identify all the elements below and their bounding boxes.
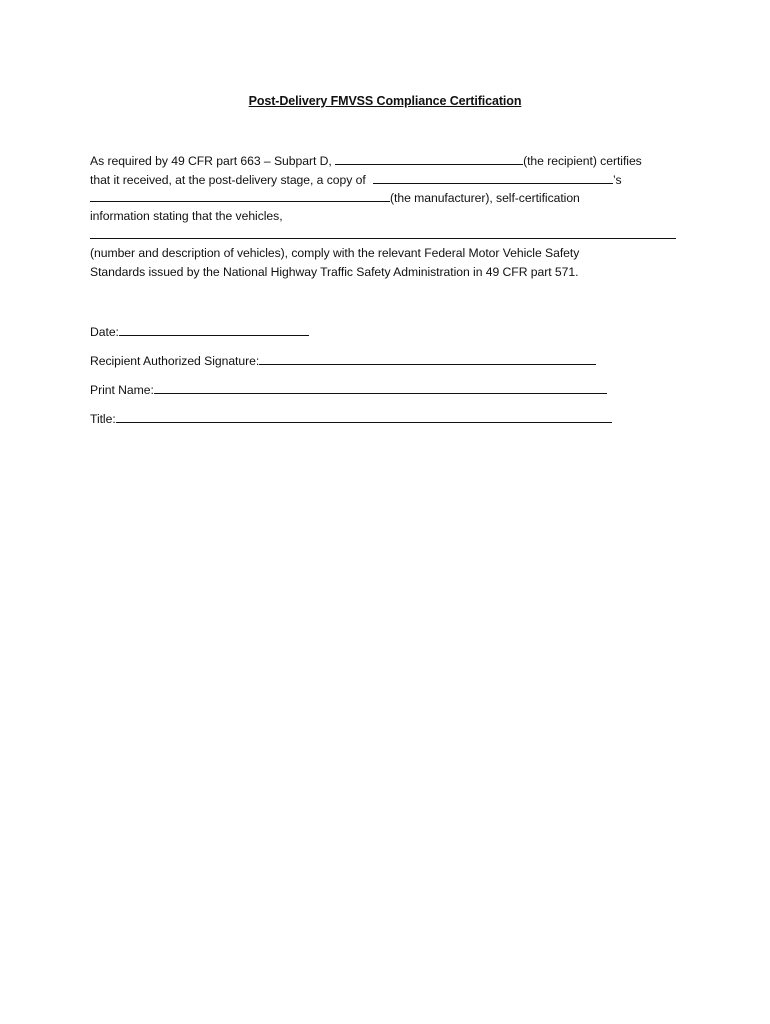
manufacturer-blank[interactable] [90,189,390,202]
print-name-field [90,381,607,398]
paragraph-line-7: Standards issued by the National Highway Traffic Safety Administration in 49 CFR part 571. [90,265,579,279]
line2-suffix: ’s [613,173,622,187]
vehicles-blank[interactable] [90,238,676,239]
signature-field [90,352,596,369]
date-blank[interactable] [119,323,309,336]
line2-prefix: that it received, at the post-delivery stage, a copy of [90,173,366,187]
line1-prefix: As required by 49 CFR part 663 – Subpart D, [90,154,332,168]
line1-suffix: (the recipient) certifies [523,154,642,168]
recipient-blank[interactable] [335,152,523,165]
paragraph-line-6: (number and description of vehicles), comply with the relevant Federal Motor Vehicle Safety [90,246,580,260]
title-label: Title: [90,412,116,426]
manufacturer-name-blank[interactable] [373,171,613,184]
document-title: Post-Delivery FMVSS Compliance Certification [248,94,522,108]
signature-label: Recipient Authorized Signature: [90,354,260,368]
signature-blank[interactable] [259,352,596,365]
print-name-blank[interactable] [154,381,607,394]
paragraph-line-4: information stating that the vehicles, [90,209,283,223]
date-field [90,323,309,340]
title-blank[interactable] [116,410,612,423]
title-field [90,410,612,427]
paragraph-line-2 [90,171,622,188]
date-label: Date: [90,325,119,339]
paragraph-line-3 [90,189,580,206]
print-name-label: Print Name: [90,383,154,397]
line3-suffix: (the manufacturer), self-certification [390,191,580,205]
paragraph-line-1 [90,152,642,169]
